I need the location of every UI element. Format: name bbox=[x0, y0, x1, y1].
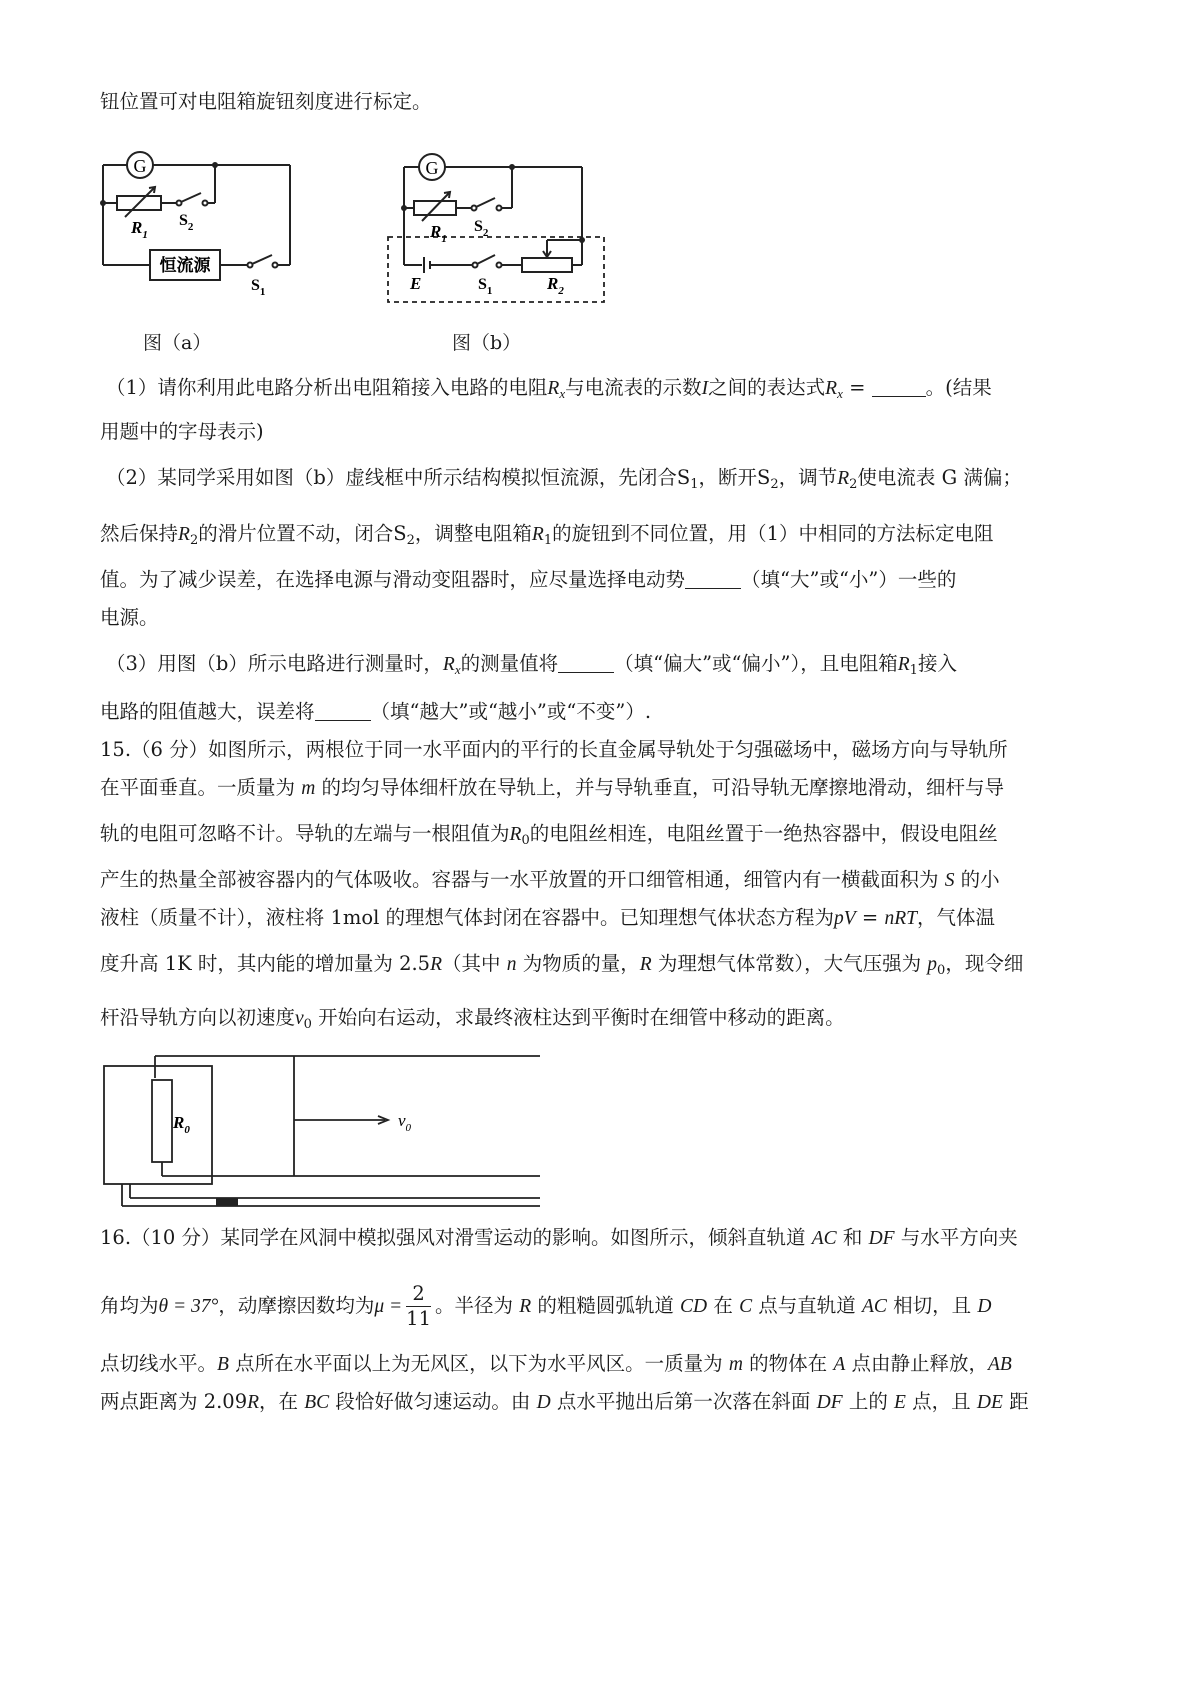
q14-part3-line2: 电路的阻值越大，误差将 （填“越大”或“越小”或“不变”）. bbox=[100, 700, 652, 723]
q15-line3: 轨的电阻可忽略不计。导轨的左端与一根阻值为$R_0$的电阻丝相连，电阻丝置于一绝热容器中，假设电阻丝 bbox=[100, 822, 998, 848]
r0-label: $R_0$ bbox=[173, 1113, 190, 1136]
answer-blank bbox=[558, 652, 614, 673]
friction-fraction: $\frac{2}{11}$ bbox=[406, 1282, 431, 1330]
q15-line4: 产生的热量全部被容器内的气体吸收。容器与一水平放置的开口细管相通，细管内有一横截面积为 S 的小 bbox=[100, 868, 1000, 891]
s2-label: $S_2$ bbox=[474, 218, 489, 239]
s1-label: $S_1$ bbox=[251, 277, 266, 295]
q15-line5: 液柱（质量不计），液柱将 1mol 的理想气体封闭在容器中。已知理想气体状态方程为pV = nRT，气体温 bbox=[100, 906, 995, 929]
q14-part3: （3）用图（b）所示电路进行测量时，$R_x$的测量值将 （填“偏大”或“偏小”），且电阻箱$R_1$接入 bbox=[106, 652, 957, 678]
answer-blank bbox=[315, 700, 371, 721]
figure-a-caption: 图（a） bbox=[143, 332, 212, 354]
q14-part2: （2）某同学采用如图（b）虚线框中所示结构模拟恒流源，先闭合$S_1$，断开$S_2$，调节$R_2$使电流表 G 满偏； bbox=[106, 466, 1022, 492]
r1-label: $R_1$ bbox=[430, 222, 447, 245]
q14-part1-line2: 用题中的字母表示) bbox=[100, 420, 264, 443]
q16-line1: 16.（10 分）某同学在风洞中模拟强风对滑雪运动的影响。如图所示，倾斜直轨道 AC 和 DF 与水平方向夹 bbox=[100, 1226, 1018, 1249]
q14-part2-line2: 然后保持$R_2$的滑片位置不动，闭合$S_2$，调整电阻箱$R_1$的旋钮到不同位置，用（1）中相同的方法标定电阻 bbox=[100, 522, 994, 548]
circuit-figure-a bbox=[95, 145, 305, 295]
s2-label: $S_2$ bbox=[179, 212, 194, 233]
constant-current-source-label: 恒流源 bbox=[159, 256, 211, 276]
galvanometer-label: G bbox=[133, 156, 147, 176]
figure-b-caption: 图（b） bbox=[452, 332, 522, 354]
q16-line2: 角均为θ = 37°，动摩擦因数均为μ = $\frac{2}{11}$ 。半径为 R 的粗糙圆弧轨道 CD 在 C 点与直轨道 AC 相切，且 D bbox=[100, 1282, 992, 1330]
q15-line6: 度升高 1K 时，其内能的增加量为 2.5R（其中 n 为物质的量，R 为理想气体常数），大气压强为 $p_0$，现令细 bbox=[100, 952, 1024, 978]
q15-line7: 杆沿导轨方向以初速度$v_0$ 开始向右运动，求最终液柱达到平衡时在细管中移动的距离。 bbox=[100, 1006, 845, 1032]
q16-line3: 点切线水平。B 点所在水平面以上为无风区，以下为水平风区。一质量为 m 的物体在 A 点由静止释放，AB bbox=[100, 1352, 1012, 1375]
rail-heater-figure bbox=[100, 1048, 550, 1218]
q15-line1: 15.（6 分）如图所示，两根位于同一水平面内的平行的长直金属导轨处于匀强磁场中，磁场方向与导轨所 bbox=[100, 738, 1008, 761]
r2-label: $R_2$ bbox=[547, 274, 564, 297]
q15-line2: 在平面垂直。一质量为 m 的均匀导体细杆放在导轨上，并与导轨垂直，可沿导轨无摩擦地滑动，细杆与导 bbox=[100, 776, 1005, 799]
emf-label: E bbox=[410, 274, 422, 293]
q14-part2-line4: 电源。 bbox=[100, 606, 159, 629]
galvanometer-label: G bbox=[425, 158, 439, 178]
intro-text: 钮位置可对电阻箱旋钮刻度进行标定。 bbox=[100, 90, 432, 113]
q14-part1: （1）请你利用此电路分析出电阻箱接入电路的电阻$R_x$与电流表的示数I之间的表达式$R_x$ = 。(结果 bbox=[106, 376, 992, 401]
v0-label: $v_0$ bbox=[398, 1111, 412, 1134]
answer-blank bbox=[685, 568, 741, 589]
r1-label: $R_1$ bbox=[131, 218, 148, 241]
circuit-figure-b bbox=[382, 145, 612, 305]
q16-line4: 两点距离为 2.09R，在 BC 段恰好做匀速运动。由 D 点水平抛出后第一次落在斜面 DF 上的 E 点，且 DE 距 bbox=[100, 1390, 1029, 1413]
s1-label: $S_1$ bbox=[478, 276, 493, 297]
answer-blank bbox=[872, 376, 926, 397]
q14-part2-line3: 值。为了减少误差，在选择电源与滑动变阻器时，应尽量选择电动势 （填“大”或“小”）一些的 bbox=[100, 568, 957, 591]
